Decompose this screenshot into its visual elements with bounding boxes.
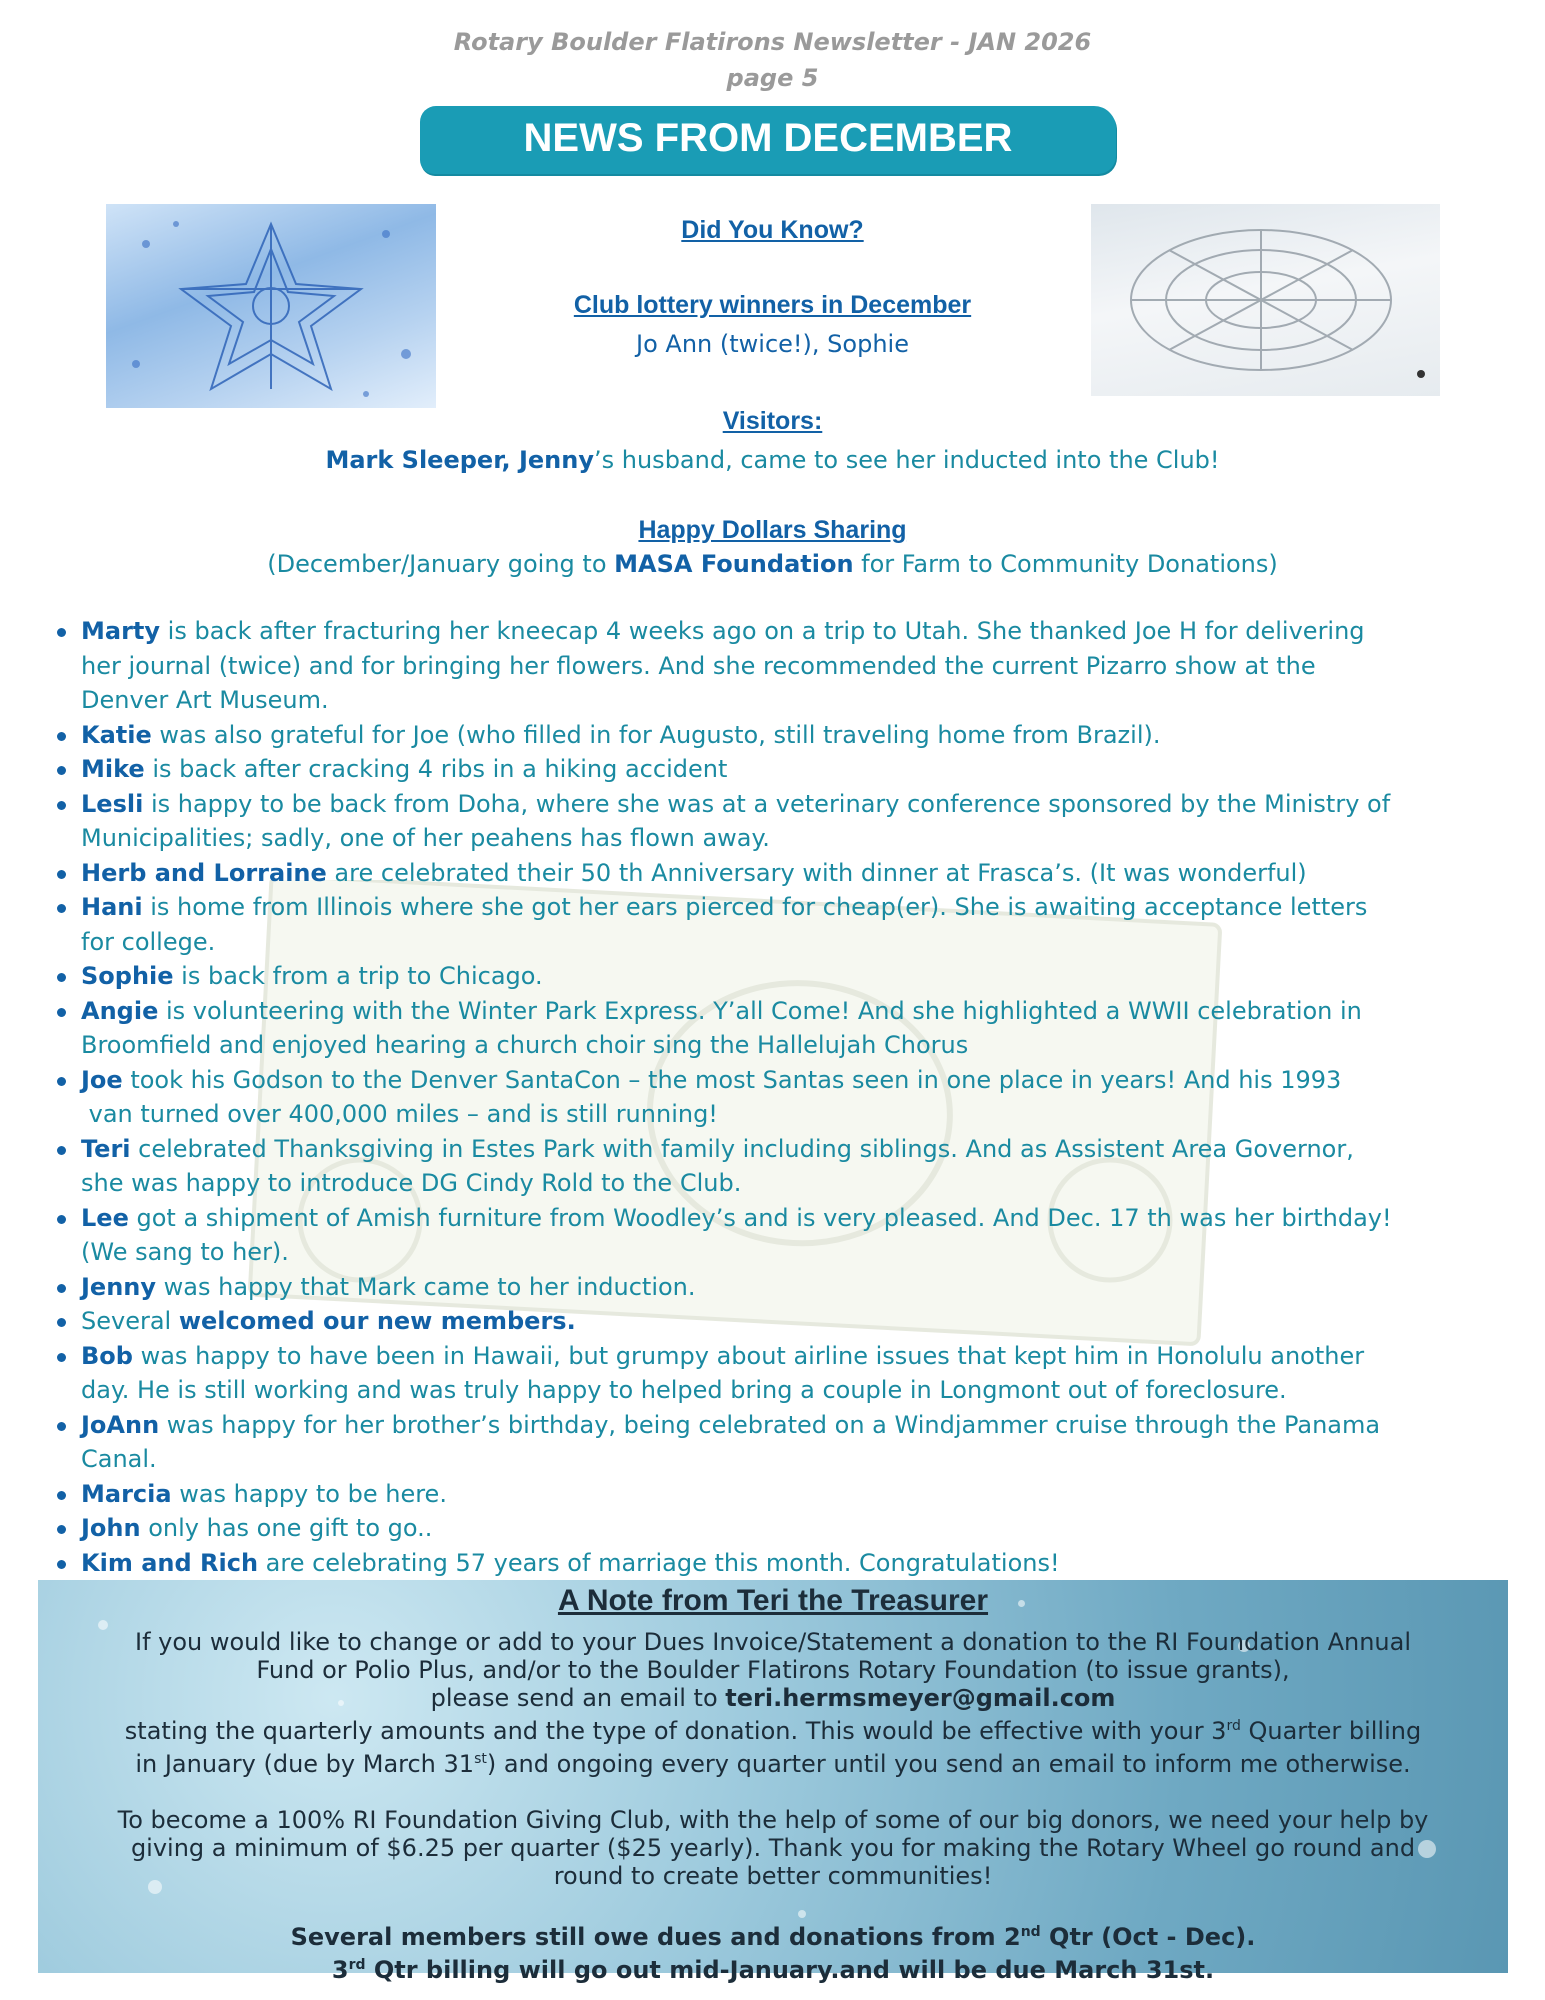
ordinal-sup: nd [1020,1924,1041,1940]
happy-dollars-list [52,614,1522,1580]
member-name: JoAnn [81,1410,160,1439]
treasurer-line: Fund or Polio Plus, and/or to the Boulder Flatirons Rotary Foundation (to issue grants), [256,1656,1290,1684]
bullet-text: is back from a trip to Chicago. [173,962,543,990]
bullet-text: was happy to be here. [171,1479,447,1508]
member-name: Teri [81,1134,131,1163]
bullet-dot [57,628,66,637]
page-number: page 5 [726,64,819,92]
bullet-text: are celebrated their 50 th Anniversary with dinner at Frasca’s. (It was wonderful) [326,858,1307,887]
bullet-item [52,1408,1522,1477]
bullet-dot [57,870,66,879]
bullet-dot [57,732,66,741]
bullet-dot [57,1008,66,1017]
bullet-item [52,1270,1522,1305]
bullet-item [52,890,1522,959]
bullet-item [52,1339,1522,1408]
bullet-text: was also grateful for Joe (who filled in for Augusto, still traveling home from Brazil). [151,720,1161,749]
visitor-name: Mark Sleeper, Jenny [325,446,594,474]
bullet-dot [57,1215,66,1224]
note-org: MASA Foundation [614,550,854,578]
line-part: ) and ongoing every quarter until you send an email to inform me otherwise. [486,1750,1411,1778]
line-part: 3 [331,1956,349,1984]
newsletter-header: Rotary Boulder Flatirons Newsletter - JAN 2026 [453,28,1092,56]
member-name: Angie [81,996,159,1025]
member-name: Hani [81,893,143,921]
line-part: Qtr (Oct - Dec). [1040,1923,1256,1951]
bullet-text: was happy that Mark came to her induction. [156,1272,696,1301]
visitors-heading: Visitors: [722,407,823,435]
member-name: Mike [81,755,145,783]
bullet-emphasis: welcomed our new members. [178,1307,576,1335]
bullet-text: is back after fracturing her kneecap 4 weeks ago on a trip to Utah. She thanked Joe H for delivering her journal (twice) and for bringing her flowers. And she recommended the current Pizarro show at the Denver Art Museum. [81,617,1365,714]
bullet-dot [57,766,66,775]
bullet-dot [57,1146,66,1155]
bullet-dot [57,1560,66,1569]
member-name: Kim and Rich [81,1548,259,1577]
happy-dollars-note [0,550,1545,578]
bullet-item [52,752,1522,787]
treasurer-line [38,1684,1508,1712]
bullet-dot [57,801,66,810]
bullet-item [52,1201,1522,1270]
treasurer-line [38,1745,1508,1778]
bullet-item [52,1132,1522,1201]
ordinal-sup: st [474,1751,487,1767]
treasurer-line: If you would like to change or add to your Dues Invoice/Statement a donation to the RI Foundation Annual [134,1628,1411,1656]
bullet-item [52,994,1522,1063]
line-part: stating the quarterly amounts and the type of donation. This would be effective with your 3 [124,1717,1227,1745]
bullet-dot [57,1077,66,1086]
bullet-item [52,718,1522,753]
member-name: Lee [81,1203,129,1232]
bullet-item [52,614,1522,718]
ordinal-sup: rd [348,1957,366,1973]
note-post: for Farm to Community Donations) [853,550,1278,578]
bullet-text: are celebrating 57 years of marriage this month. Congratulations! [258,1548,1060,1577]
bullet-text: is happy to be back from Doha, where she was at a veterinary conference sponsored by the Ministry of Municipalities; sadly, one of her peahens has flown away. [81,789,1391,852]
treasurer-body [38,1628,1508,1984]
bullet-text: was happy for her brother’s birthday, being celebrated on a Windjammer cruise through the Panama Canal. [81,1410,1381,1473]
member-name: Herb and Lorraine [81,858,327,887]
member-name: Sophie [81,962,174,990]
bullet-text: is back after cracking 4 ribs in a hiking accident [144,755,728,783]
bullet-dot [57,1284,66,1293]
bullet-item [52,1063,1522,1132]
treasurer-line [38,1712,1508,1745]
member-name: Bob [81,1341,133,1370]
member-name: Jenny [81,1272,157,1301]
lottery-heading: Club lottery winners in December [573,291,972,319]
bullet-text: celebrated Thanksgiving in Estes Park with family including siblings. And as Assistent Area Governor, she was happy to introduce DG Cindy Rold to the Club. [81,1134,1354,1197]
bullet-dot [57,1422,66,1431]
bullet-item [52,1511,1522,1546]
bullet-item [52,856,1522,891]
section-banner: NEWS FROM DECEMBER [420,106,1116,174]
visitor-description: ’s husband, came to see her inducted into the Club! [594,446,1220,474]
line-part: Several members still owe dues and donations from 2 [290,1923,1021,1951]
member-name: Marty [81,617,161,645]
treasurer-note [38,1580,1508,1984]
person-dot [1417,370,1425,378]
treasurer-line: To become a 100% RI Foundation Giving Club, with the help of some of our big donors, we need your help by [117,1806,1429,1834]
member-name: Lesli [81,789,144,818]
bullet-item [52,1477,1522,1512]
bullet-item [52,1546,1522,1581]
bullet-text: took his Godson to the Denver SantaCon – the most Santas seen in one place in years! And his 1993 van turned over 400,000 miles – and is still running! [88,1065,1342,1128]
line-part: Qtr billing will go out mid-January.and will be due March 31st. [365,1956,1215,1984]
line-part: Quarter billing [1240,1717,1422,1745]
line-part: in January (due by March 31 [135,1750,475,1778]
bullet-dot [57,1525,66,1534]
bullet-item [52,1304,1522,1339]
bullet-text: got a shipment of Amish furniture from Woodley’s and is very pleased. And Dec. 17 th was her birthday! (We sang to her). [81,1203,1392,1266]
bullet-text: is volunteering with the Winter Park Express. Y’all Come! And she highlighted a WWII celebration in Broomfield and enjoyed hearing a church choir sing the Hallelujah Chorus [81,996,1362,1059]
dues-reminder [38,1918,1508,1951]
treasurer-email-link[interactable]: teri.hermsmeyer@gmail.com [725,1684,1116,1712]
note-pre: (December/January going to [267,550,615,578]
visitors-text [0,446,1545,474]
bullet-item [52,787,1522,856]
lottery-winners: Jo Ann (twice!), Sophie [636,330,909,358]
bullet-dot [57,1318,66,1327]
treasurer-title: A Note from Teri the Treasurer [557,1584,989,1617]
bullet-text: only has one gift to go.. [140,1514,433,1542]
bullet-item [52,959,1522,994]
bullet-dot [57,1491,66,1500]
ordinal-sup: rd [1226,1718,1241,1734]
treasurer-line: round to create better communities! [553,1862,993,1890]
bullet-dot [57,973,66,982]
bullet-dot [57,904,66,913]
email-prompt: please send an email to [430,1684,726,1712]
member-name: Katie [81,720,152,749]
bullet-text: Several [81,1307,179,1335]
bullet-text: was happy to have been in Hawaii, but grumpy about airline issues that kept him in Honolulu another day. He is still working and was truly happy to helped bring a couple in Longmont out of foreclosure. [81,1341,1365,1404]
bullet-dot [57,1353,66,1362]
did-you-know-heading: Did You Know? [681,216,864,244]
bullet-text: is home from Illinois where she got her ears pierced for cheap(er). She is awaiting acceptance letters for college. [81,893,1368,956]
happy-dollars-heading: Happy Dollars Sharing [638,516,907,544]
member-name: John [81,1514,141,1542]
billing-reminder [38,1951,1508,1984]
treasurer-line: giving a minimum of $6.25 per quarter ($25 yearly). Thank you for making the Rotary Wheel go round and [130,1834,1416,1862]
member-name: Joe [81,1065,123,1094]
member-name: Marcia [81,1479,172,1508]
